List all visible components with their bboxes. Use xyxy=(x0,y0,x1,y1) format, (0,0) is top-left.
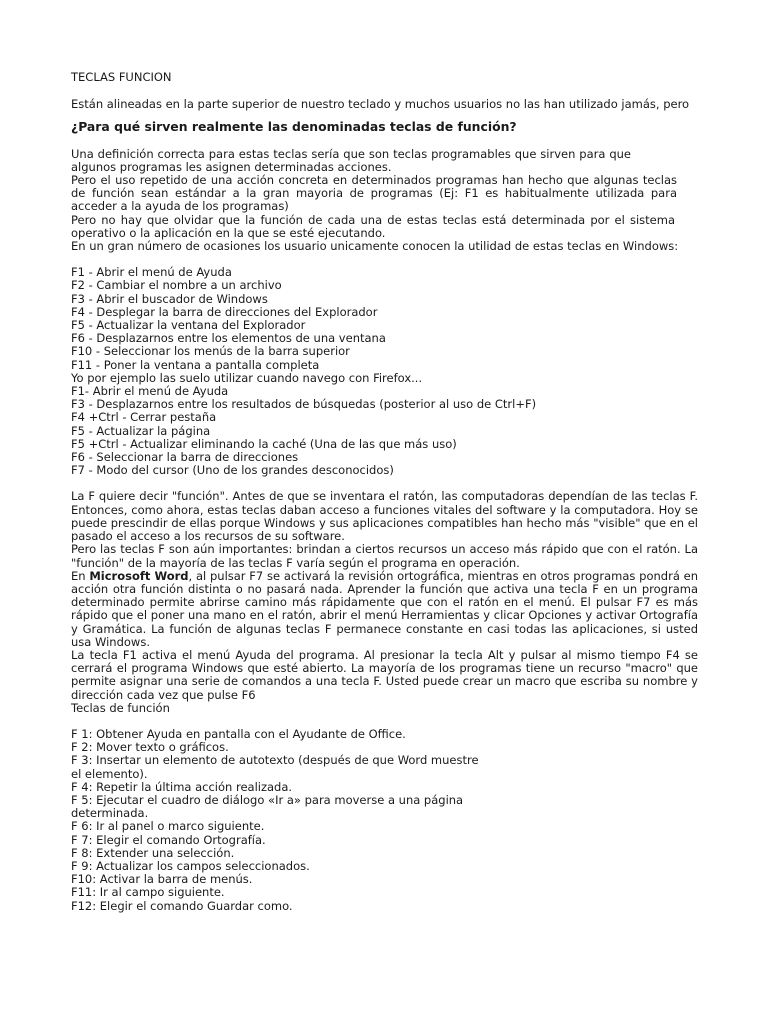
intro-text: Están alineadas en la parte superior de nuestro teclado y muchos usuarios no las han utilizado jamás, pero xyxy=(71,97,690,112)
section-heading: ¿Para qué sirven realmente las denominadas teclas de función? xyxy=(71,119,517,135)
body-paragraph-3 xyxy=(71,570,698,649)
list-item: F11 - Poner la ventana a pantalla completa xyxy=(71,357,320,372)
windows-key-list xyxy=(71,266,698,477)
definition-paragraph-3: Pero no hay que olvidar que la función de cada una de estas teclas está determinada por el sistema operativo o la aplicación en la que se esté ejecutando. xyxy=(71,212,675,240)
list-item: F 7: Elegir el comando Ortografía. xyxy=(71,832,266,847)
list-item: F 6: Ir al panel o marco siguiente. xyxy=(71,819,265,834)
list-item: F6 - Seleccionar la barra de direcciones xyxy=(71,450,299,465)
definition-paragraph-1: Una definición correcta para estas teclas sería que son teclas programables que sirven para que algunos programas les asignen determinadas acciones. xyxy=(71,146,631,174)
body-paragraph-2: Pero las teclas F son aún importantes: brindan a ciertos recursos un acceso más rápido que con el ratón. La "función" de la mayoría de las teclas F varía según el programa en operación. xyxy=(71,542,698,570)
list-item: F 3: Insertar un elemento de autotexto (después de que Word muestre el elemento). xyxy=(71,753,479,781)
body-paragraph-4: La tecla F1 activa el menú Ayuda del programa. Al presionar la tecla Alt y pulsar al mismo tiempo F4 se cerrará el programa Windows que esté abierto. La mayoría de los programas tiene un recurso "macro" que permite asignar una serie de comandos a una tecla F. Usted puede crear un macro que escriba su nombre y dirección cada vez que pulse F6 xyxy=(71,647,698,702)
list-item: F10: Activar la barra de menús. xyxy=(71,872,253,887)
list-item: F 2: Mover texto o gráficos. xyxy=(71,740,229,755)
list-item: F2 - Cambiar el nombre a un archivo xyxy=(71,278,282,293)
list-item: F 4: Repetir la última acción realizada. xyxy=(71,779,293,794)
body-paragraph-3-rest: , al pulsar F7 se activará la revisión ortográfica, mientras en otros programas pondrá en acción otra función distinta o no pasará nada. Aprender la función que activa una tecla F en un programa determinado permite abrirse camino más rápidamente que con el ratón en el menú. El pulsar F7 es más rápido que el poner una mano en el ratón, abrir el menú Herramientas y clicar Opciones y activar Ortografía y Gramática. La función de algunas teclas F permanece constante en casi todas las aplicaciones, si usted usa Windows. xyxy=(71,568,698,649)
list-item: F7 - Modo del cursor (Uno de los grandes desconocidos) xyxy=(71,463,394,478)
list-item: F1 - Abrir el menú de Ayuda xyxy=(71,265,232,280)
list-item: F1- Abrir el menú de Ayuda xyxy=(71,384,229,399)
list-item: Yo por ejemplo las suelo utilizar cuando navego con Firefox... xyxy=(71,370,423,385)
list-item: F 8: Extender una selección. xyxy=(71,845,235,860)
microsoft-word-text: Microsoft Word xyxy=(89,568,189,583)
list-item: F4 +Ctrl - Cerrar pestaña xyxy=(71,410,217,425)
list-item: F5 +Ctrl - Actualizar eliminando la caché (Una de las que más uso) xyxy=(71,436,457,451)
list-item: F3 - Desplazarnos entre los resultados de búsquedas (posterior al uso de Ctrl+F) xyxy=(71,397,537,412)
word-key-list xyxy=(71,728,489,913)
list-item: F 9: Actualizar los campos seleccionados. xyxy=(71,858,310,873)
list-item: F5 - Actualizar la página xyxy=(71,423,211,438)
list-item: F 1: Obtener Ayuda en pantalla con el Ayudante de Office. xyxy=(71,726,406,741)
body-paragraph-1: La F quiere decir "función". Antes de que se inventara el ratón, las computadoras dependían de las teclas F. Entonces, como ahora, estas teclas daban acceso a funciones vitales del software y la computadora. Hoy se puede prescindir de ellas porque Windows y sus aplicaciones compatibles han hecho más "visible" que en el pasado el acceso a los recursos de su software. xyxy=(71,489,698,544)
list-item: F11: Ir al campo siguiente. xyxy=(71,885,225,900)
list-item: F10 - Seleccionar los menús de la barra superior xyxy=(71,344,350,359)
list-item: F4 - Desplegar la barra de direcciones del Explorador xyxy=(71,304,378,319)
function-keys-label: Teclas de función xyxy=(71,700,170,715)
list-item: F6 - Desplazarnos entre los elementos de una ventana xyxy=(71,331,386,346)
document-content xyxy=(71,71,698,913)
document-title: TECLAS FUNCION xyxy=(71,70,172,84)
definition-paragraph-4: En un gran número de ocasiones los usuario unicamente conocen la utilidad de estas teclas en Windows: xyxy=(71,239,679,254)
list-item: F12: Elegir el comando Guardar como. xyxy=(71,898,293,913)
definition-paragraph-2: Pero el uso repetido de una acción concreta en determinados programas han hecho que algunas teclas de función sean estándar a la gran mayoria de programas (Ej: F1 es habitualmente utilizada para acceder a la ayuda de los programas) xyxy=(71,173,677,214)
list-item: F5 - Actualizar la ventana del Explorador xyxy=(71,318,306,333)
body-paragraph-3-start: En xyxy=(71,568,90,583)
list-item: F 5: Ejecutar el cuadro de diálogo «Ir a» para moverse a una página determinada. xyxy=(71,792,464,821)
list-item: F3 - Abrir el buscador de Windows xyxy=(71,291,268,306)
